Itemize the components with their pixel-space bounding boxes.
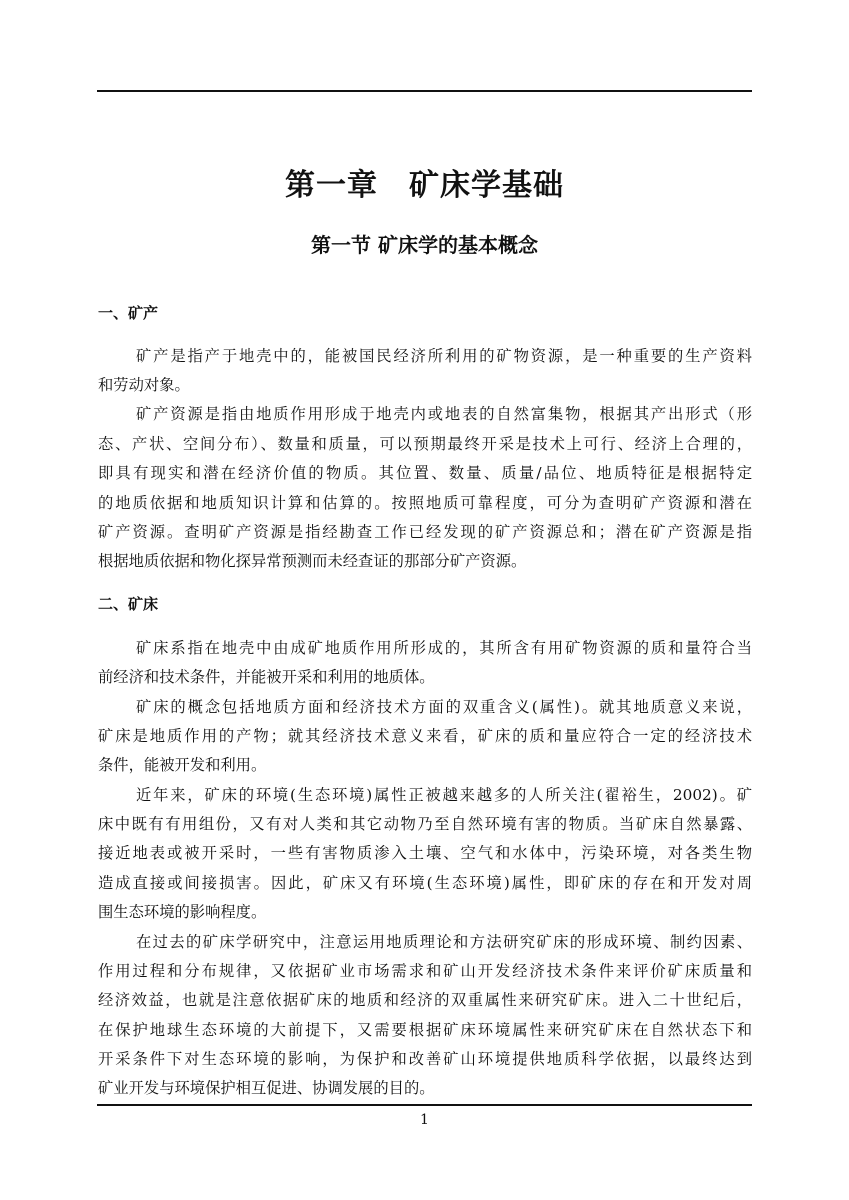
text-line: 矿产资源。查明矿产资源是指经勘查工作已经发现的矿产资源总和；潜在矿产资源是指 bbox=[98, 523, 752, 541]
text-line: 近年来，矿床的环境(生态环境)属性正被越来越多的人所关注(翟裕生，2002)。矿 bbox=[136, 786, 752, 804]
text-line: 开采条件下对生态环境的影响，为保护和改善矿山环境提供地质科学依据，以最终达到 bbox=[98, 1050, 752, 1068]
text-line: 的地质依据和地质知识计算和估算的。按照地质可靠程度，可分为查明矿产资源和潜在 bbox=[98, 494, 752, 512]
section-title: 第一节 矿床学的基本概念 bbox=[311, 233, 538, 257]
header-rule bbox=[97, 90, 752, 92]
text-line: 根据地质依据和物化探异常预测而未经查证的那部分矿产资源。 bbox=[98, 552, 527, 570]
text-line: 和劳动对象。 bbox=[98, 376, 190, 394]
text-line: 条件，能被开发和利用。 bbox=[98, 756, 267, 774]
text-line: 矿产是指产于地壳中的，能被国民经济所利用的矿物资源，是一种重要的生产资料 bbox=[136, 347, 752, 365]
section-heading-mineral-resources: 一、矿产 bbox=[98, 304, 159, 322]
text-line: 造成直接或间接损害。因此，矿床又有环境(生态环境)属性，即矿床的存在和开发对周 bbox=[98, 874, 752, 892]
text-line: 在保护地球生态环境的大前提下，又需要根据矿床环境属性来研究矿床在自然状态下和 bbox=[98, 1021, 752, 1039]
text-line: 矿床是地质作用的产物；就其经济技术意义来看，矿床的质和量应符合一定的经济技术 bbox=[98, 727, 752, 745]
page-number: 1 bbox=[420, 1112, 429, 1128]
text-line: 作用过程和分布规律，又依据矿业市场需求和矿山开发经济技术条件来评价矿床质量和 bbox=[98, 962, 752, 980]
text-line: 矿床系指在地壳中由成矿地质作用所形成的，其所含有用矿物资源的质和量符合当 bbox=[136, 639, 752, 657]
text-line: 围生态环境的影响程度。 bbox=[98, 903, 267, 921]
text-line: 矿业开发与环境保护相互促进、协调发展的目的。 bbox=[98, 1079, 435, 1097]
section-heading-ore-deposit: 二、矿床 bbox=[98, 595, 159, 613]
text-line: 前经济和技术条件，并能被开采和利用的地质体。 bbox=[98, 668, 435, 686]
text-line: 矿产资源是指由地质作用形成于地壳内或地表的自然富集物，根据其产出形式（形 bbox=[136, 405, 752, 423]
text-line: 矿床的概念包括地质方面和经济技术方面的双重含义(属性)。就其地质意义来说， bbox=[136, 698, 752, 716]
text-line: 即具有现实和潜在经济价值的物质。其位置、数量、质量/品位、地质特征是根据特定 bbox=[98, 464, 752, 482]
text-line: 床中既有有用组份，又有对人类和其它动物乃至自然环境有害的物质。当矿床自然暴露、 bbox=[98, 815, 752, 833]
chapter-title: 第一章 矿床学基础 bbox=[285, 168, 564, 203]
footer-rule bbox=[97, 1104, 752, 1106]
text-line: 在过去的矿床学研究中，注意运用地质理论和方法研究矿床的形成环境、制约因素、 bbox=[136, 933, 752, 951]
text-line: 接近地表或被开采时，一些有害物质渗入土壤、空气和水体中，污染环境，对各类生物 bbox=[98, 844, 752, 862]
text-line: 态、产状、空间分布）、数量和质量，可以预期最终开采是技术上可行、经济上合理的， bbox=[98, 435, 752, 453]
text-line: 经济效益，也就是注意依据矿床的地质和经济的双重属性来研究矿床。进入二十世纪后， bbox=[98, 991, 752, 1009]
